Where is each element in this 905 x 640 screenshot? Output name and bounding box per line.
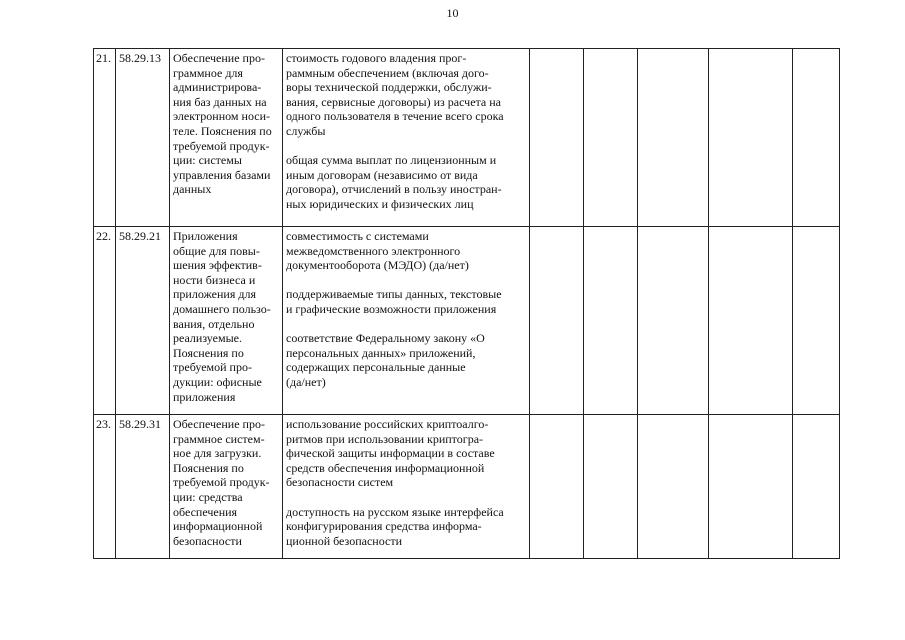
product-name-line: безопасности <box>173 533 242 548</box>
product-name-line: данных <box>173 182 212 197</box>
criteria-line: совместимость с системами <box>286 229 429 243</box>
empty-value-cell <box>530 227 584 415</box>
criteria-line: доступность на русском языке интерфейса <box>286 504 504 519</box>
product-name-line: управления базами <box>173 167 271 182</box>
criteria-line: стоимость годового владения прог- <box>286 51 467 65</box>
product-name-line: общие для повы- <box>173 243 260 258</box>
empty-value-cell <box>793 49 840 227</box>
product-name-line: требуемой продук- <box>173 475 270 490</box>
criteria-line: общая сумма выплат по лицензионным и <box>286 153 497 168</box>
product-name-line: Обеспечение про- <box>173 417 265 431</box>
empty-value-cell <box>638 415 709 559</box>
table-row <box>94 49 840 227</box>
criteria-line: ционной безопасности <box>286 533 402 548</box>
product-name-line: приложения для <box>173 287 256 302</box>
product-name-line: электронном носи- <box>173 109 270 124</box>
product-name-cell <box>170 227 283 415</box>
criteria-line: использование российских криптоалго- <box>286 417 489 431</box>
product-name-line: Пояснения по <box>173 460 244 475</box>
criteria-line: ных юридических и физических лиц <box>286 196 474 211</box>
empty-value-cell <box>584 49 638 227</box>
product-name-line: ции: системы <box>173 153 242 168</box>
criteria-line: средств обеспечения информационной <box>286 460 485 475</box>
empty-value-cell <box>709 49 793 227</box>
product-name-line: требуемой продук- <box>173 138 270 153</box>
criteria-line: соответствие Федеральному закону «О <box>286 331 485 346</box>
empty-value-cell <box>530 49 584 227</box>
product-name-line: ности бизнеса и <box>173 272 256 287</box>
empty-value-cell <box>709 227 793 415</box>
criteria-line: (да/нет) <box>286 374 326 389</box>
criteria-line: фической защиты информации в составе <box>286 446 495 461</box>
criteria-cell <box>283 227 530 415</box>
criteria-cell <box>283 49 530 227</box>
criteria-line: вания, сервисные договоры) из расчета на <box>286 94 501 109</box>
criteria-line: ритмов при использовании криптогра- <box>286 431 484 446</box>
product-name-line: граммное систем- <box>173 431 265 446</box>
page-number: 10 <box>446 6 459 20</box>
product-name-line: информационной <box>173 519 263 534</box>
product-name-line: администрирова- <box>173 80 262 95</box>
empty-value-cell <box>638 49 709 227</box>
row-number: 21. <box>94 49 116 227</box>
criteria-line: содержащих персональные данные <box>286 360 466 375</box>
table-row <box>94 415 840 559</box>
criteria-spacer <box>286 490 526 505</box>
criteria-line: документооборота (МЭДО) (да/нет) <box>286 258 469 273</box>
criteria-line: персональных данных» приложений, <box>286 345 476 360</box>
product-name-line: Обеспечение про- <box>173 51 265 65</box>
row-number: 23. <box>94 415 116 559</box>
criteria-line: иным договорам (независимо от вида <box>286 167 478 182</box>
empty-value-cell <box>584 227 638 415</box>
table-body <box>94 49 840 559</box>
okpd-code: 58.29.21 <box>116 227 170 415</box>
okpd-code: 58.29.13 <box>116 49 170 227</box>
empty-value-cell <box>709 415 793 559</box>
criteria-line: одного пользователя в течение всего срока <box>286 109 504 124</box>
product-name-line: граммное для <box>173 65 243 80</box>
product-name-line: вания, отдельно <box>173 316 255 331</box>
criteria-line: раммным обеспечением (включая дого- <box>286 65 489 80</box>
product-name-line: приложения <box>173 389 236 404</box>
requirements-table <box>93 48 840 559</box>
criteria-spacer <box>286 273 526 288</box>
product-name-line: Приложения <box>173 229 238 243</box>
product-name-line: шения эффектив- <box>173 258 262 273</box>
table-row <box>94 227 840 415</box>
product-name-line: обеспечения <box>173 504 238 519</box>
product-name-line: ции: средства <box>173 489 243 504</box>
product-name-line: теле. Пояснения по <box>173 123 272 138</box>
criteria-line: договора), отчислений в пользу иностран- <box>286 182 502 197</box>
product-name-line: Пояснения по <box>173 345 244 360</box>
product-name-line: реализуемые. <box>173 331 242 346</box>
criteria-line: воры технической поддержки, обслужи- <box>286 80 492 95</box>
empty-value-cell <box>584 415 638 559</box>
empty-value-cell <box>638 227 709 415</box>
criteria-spacer <box>286 317 526 332</box>
criteria-line: службы <box>286 123 326 138</box>
criteria-line: и графические возможности приложения <box>286 301 497 316</box>
okpd-code: 58.29.31 <box>116 415 170 559</box>
product-name-cell <box>170 49 283 227</box>
product-name-line: дукции: офисные <box>173 374 262 389</box>
product-name-line: домашнего пользо- <box>173 301 271 316</box>
product-name-cell <box>170 415 283 559</box>
criteria-cell <box>283 415 530 559</box>
criteria-spacer <box>286 139 526 154</box>
row-number: 22. <box>94 227 116 415</box>
criteria-line: поддерживаемые типы данных, текстовые <box>286 287 502 302</box>
criteria-line: межведомственного электронного <box>286 243 461 258</box>
empty-value-cell <box>530 415 584 559</box>
product-name-line: ния баз данных на <box>173 94 267 109</box>
product-name-line: требуемой про- <box>173 360 252 375</box>
empty-value-cell <box>793 415 840 559</box>
criteria-line: конфигурирования средства информа- <box>286 519 482 534</box>
empty-value-cell <box>793 227 840 415</box>
criteria-line: безопасности систем <box>286 475 394 490</box>
product-name-line: ное для загрузки. <box>173 446 262 461</box>
